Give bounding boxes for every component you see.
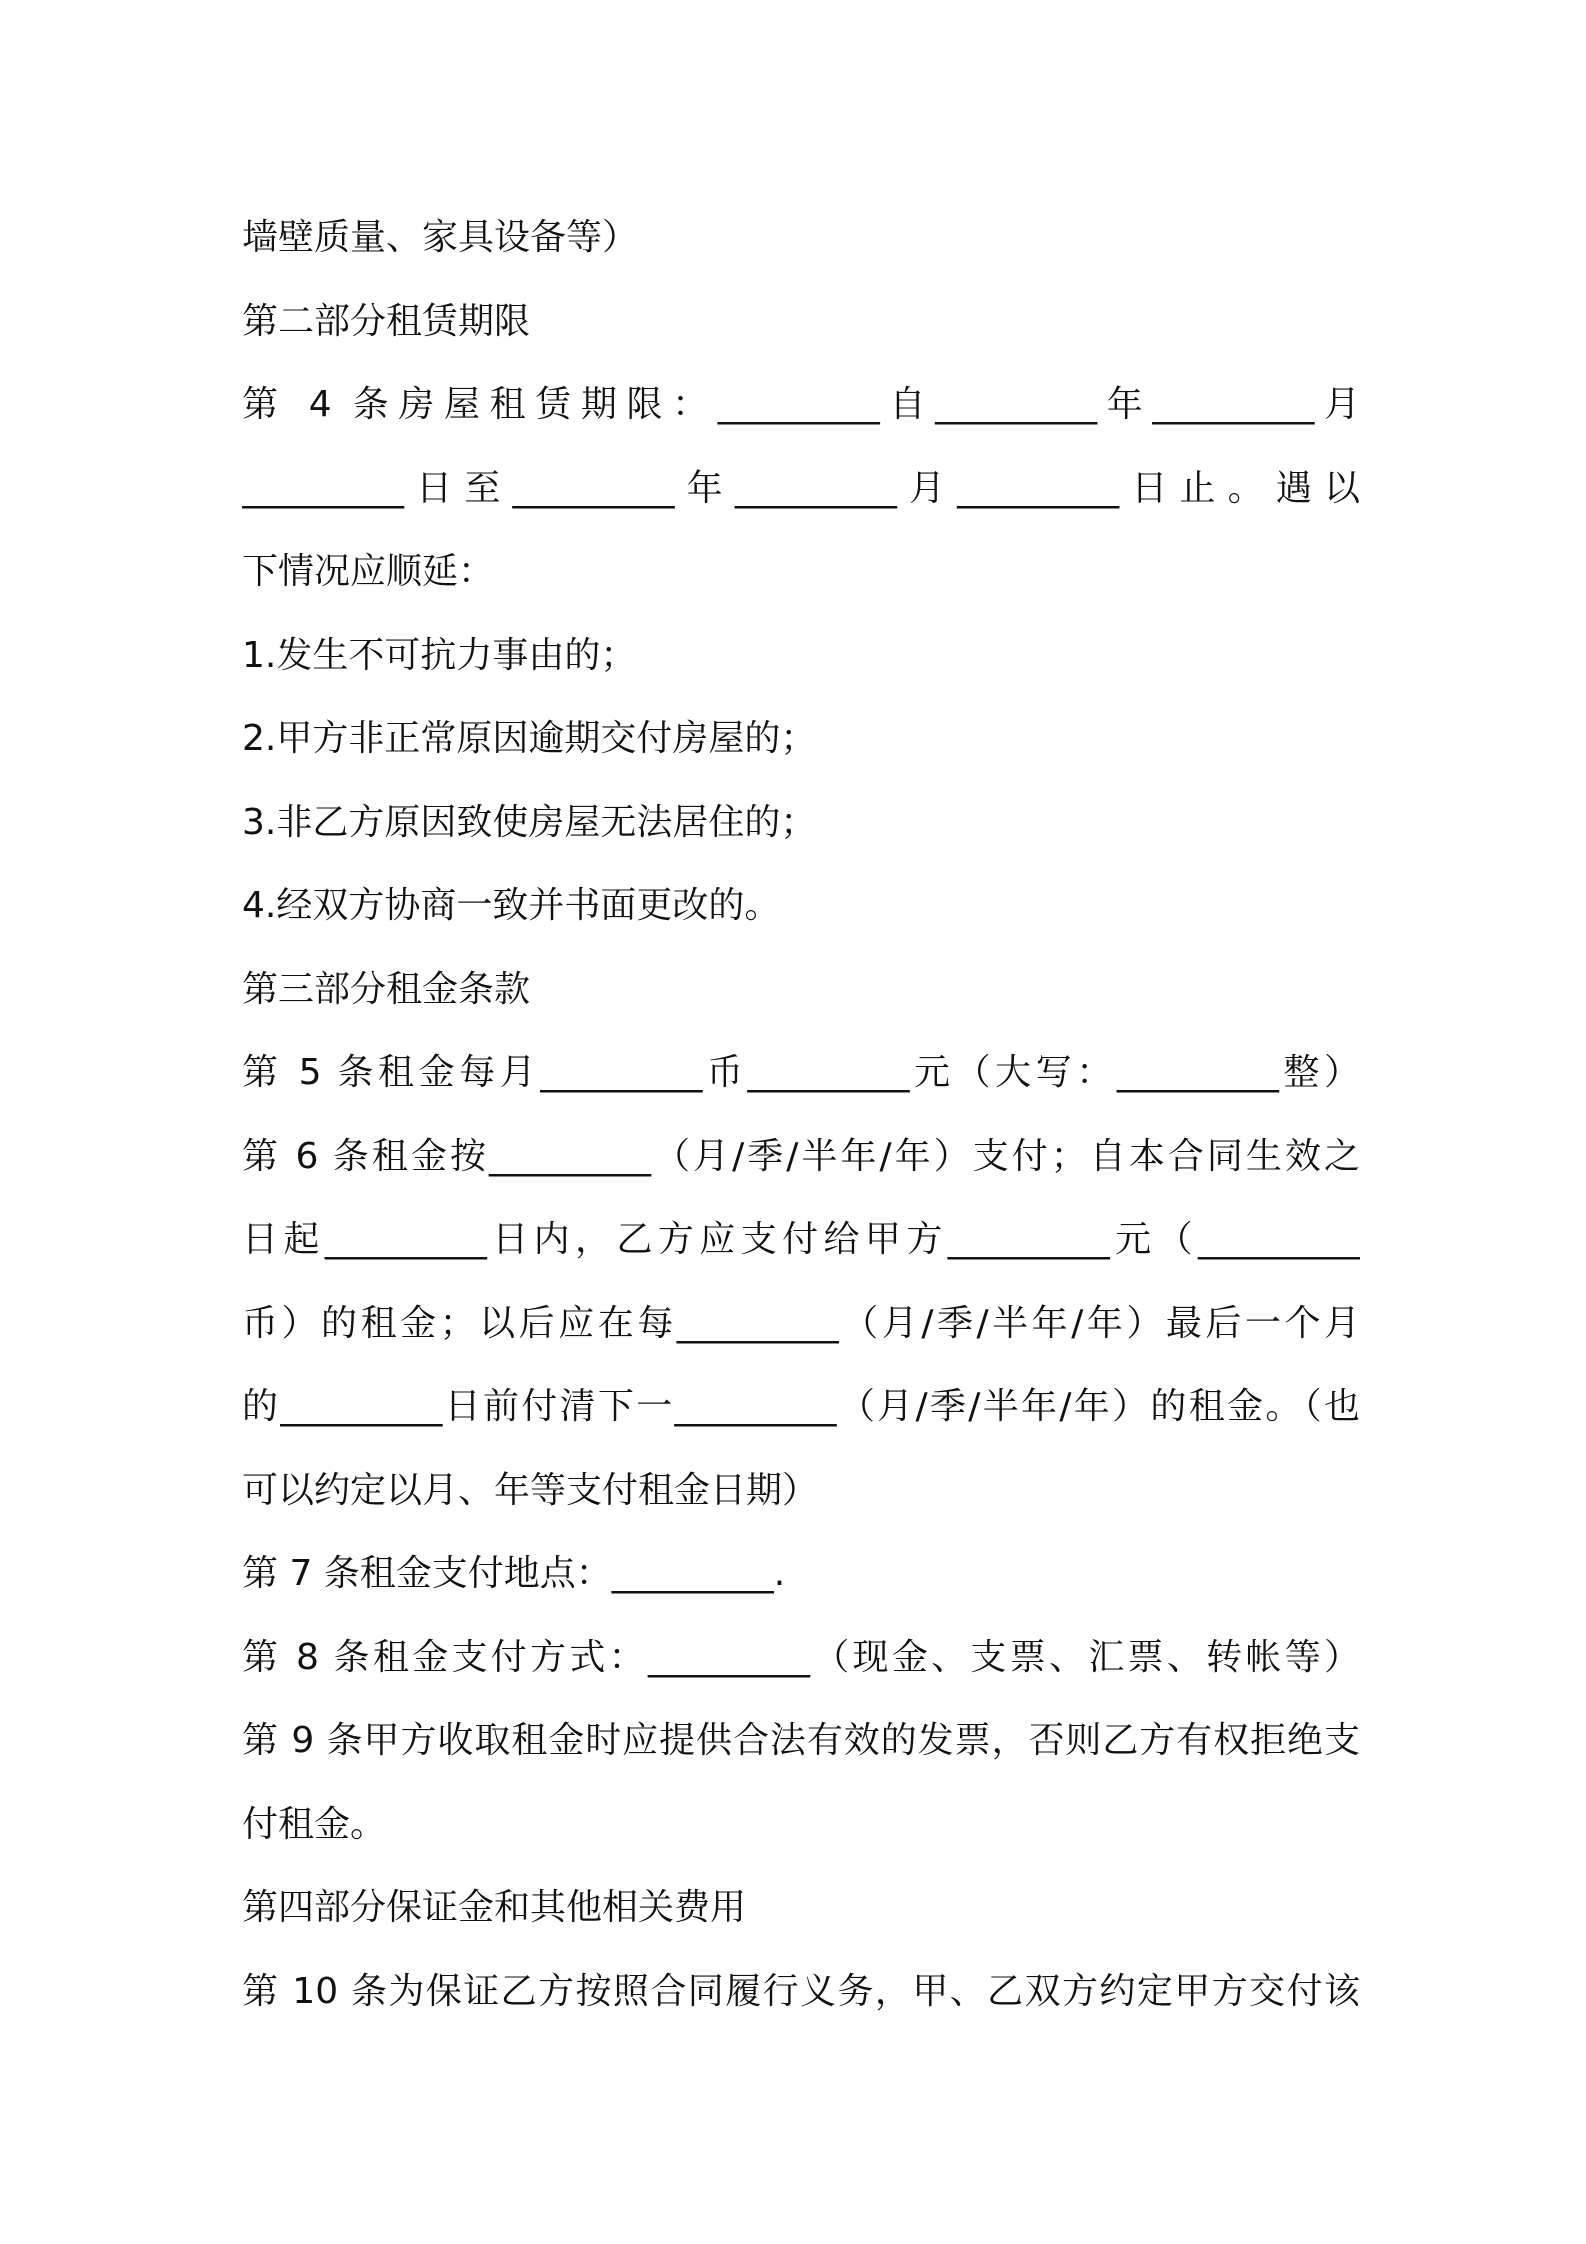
text-line: 第 9 条甲方收取租金时应提供合法有效的发票，否则乙方有权拒绝支 xyxy=(242,1720,1360,1761)
text-line: 第 5 条租金每月_________币_________元（大写：_________整） xyxy=(242,1052,1360,1093)
text-line: 第 8 条租金支付方式：_________（现金、支票、汇票、转帐等） xyxy=(242,1636,1360,1678)
text-line: _________日至_________年_________月_________日止。遇以 xyxy=(242,467,1360,509)
text-line: 第 6 条租金按_________（月/季/半年/年）支付；自本合同生效之 xyxy=(242,1135,1360,1177)
document-body xyxy=(242,196,1360,2033)
list-item: 1.发生不可抗力事由的； xyxy=(242,634,637,676)
text-line: 付租金。 xyxy=(242,1803,387,1845)
list-item: 2.甲方非正常原因逾期交付房屋的； xyxy=(242,718,817,759)
text-line: 日起_________日内，乙方应支付给甲方_________元（_________ xyxy=(242,1219,1360,1260)
text-line: 第 4 条房屋租赁期限：_________自_________年_________月 xyxy=(242,384,1360,425)
section-heading: 第四部分保证金和其他相关费用 xyxy=(242,1887,747,1928)
text-line: 下情况应顺延： xyxy=(242,551,495,592)
list-item: 3.非乙方原因致使房屋无法居住的； xyxy=(242,801,817,843)
list-item: 4.经双方协商一致并书面更改的。 xyxy=(242,885,781,926)
section-heading: 第二部分租赁期限 xyxy=(242,300,531,342)
text-line: 可以约定以月、年等支付租金日期） xyxy=(242,1469,819,1511)
section-heading: 第三部分租金条款 xyxy=(242,968,531,1010)
text-line: 第 7 条租金支付地点：_________. xyxy=(242,1553,786,1594)
text-line: 币）的租金；以后应在每_________（月/季/半年/年）最后一个月 xyxy=(242,1302,1360,1344)
text-line: 墙壁质量、家具设备等） xyxy=(242,217,639,258)
text-line: 的_________日前付清下一_________（月/季/半年/年）的租金。（也 xyxy=(242,1386,1360,1427)
text-line: 第 10 条为保证乙方按照合同履行义务，甲、乙双方约定甲方交付该 xyxy=(242,1970,1360,2012)
